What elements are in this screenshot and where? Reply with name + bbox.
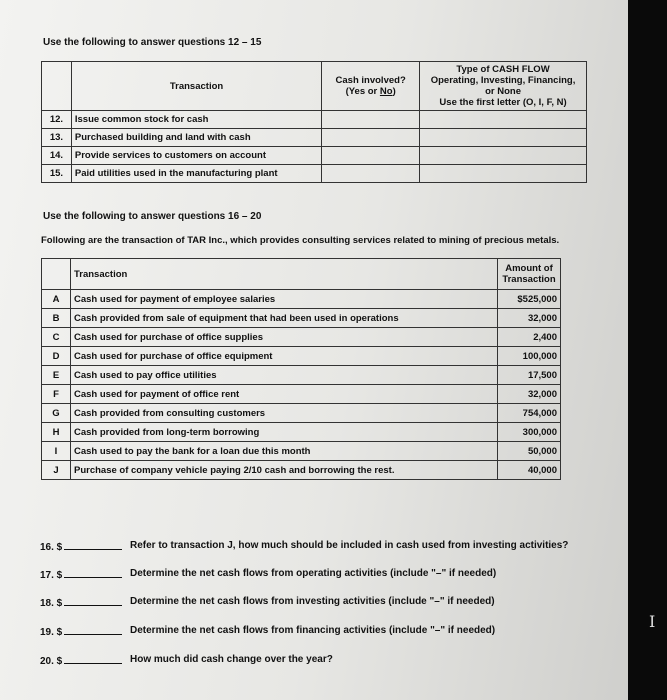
table-row: 14. Provide services to customers on account bbox=[42, 147, 587, 165]
table-row: G Cash provided from consulting customers 754,000 bbox=[42, 404, 561, 423]
table-row: B Cash provided from sale of equipment that had been used in operations 32,000 bbox=[42, 309, 561, 328]
table-row: J Purchase of company vehicle paying 2/10 cash and borrowing the rest. 40,000 bbox=[42, 461, 561, 480]
section1-heading: Use the following to answer questions 12 – 15 bbox=[43, 37, 262, 48]
cash-involved-answer-cell[interactable] bbox=[322, 129, 420, 147]
tar-transactions-table bbox=[41, 258, 561, 480]
cash-involved-answer-cell[interactable] bbox=[322, 165, 420, 183]
cash-flow-type-header: Type of CASH FLOW Operating, Investing, Financing, or None Use the first letter (O, I, F, N) bbox=[420, 62, 587, 111]
table-row: D Cash used for purchase of office equipment 100,000 bbox=[42, 347, 561, 366]
question-17: 17. $ Determine the net cash flows from operating activities (include "–" if needed) bbox=[40, 568, 497, 581]
num-header bbox=[42, 62, 72, 111]
table-row: A Cash used for payment of employee salaries $525,000 bbox=[42, 290, 561, 309]
section2-heading: Use the following to answer questions 16 – 20 bbox=[43, 211, 262, 222]
table-row: F Cash used for payment of office rent 32,000 bbox=[42, 385, 561, 404]
cash-flow-type-answer-cell[interactable] bbox=[420, 129, 587, 147]
question-18: 18. $ Determine the net cash flows from investing activities (include "–" if needed) bbox=[40, 596, 495, 609]
question-20: 20. $ How much did cash change over the year? bbox=[40, 654, 333, 667]
table-row: I Cash used to pay the bank for a loan due this month 50,000 bbox=[42, 442, 561, 461]
table-row: 15. Paid utilities used in the manufacturing plant bbox=[42, 165, 587, 183]
table-row: C Cash used for purchase of office supplies 2,400 bbox=[42, 328, 561, 347]
cash-involved-answer-cell[interactable] bbox=[322, 111, 420, 129]
answer-blank-18[interactable] bbox=[64, 596, 122, 606]
answer-blank-17[interactable] bbox=[64, 568, 122, 578]
answer-blank-20[interactable] bbox=[64, 654, 122, 664]
cash-involved-answer-cell[interactable] bbox=[322, 147, 420, 165]
table-row: 13. Purchased building and land with cash bbox=[42, 129, 587, 147]
table-row: E Cash used to pay office utilities 17,500 bbox=[42, 366, 561, 385]
question-19: 19. $ Determine the net cash flows from financing activities (include "–" if needed) bbox=[40, 625, 496, 638]
table-row: 12. Issue common stock for cash bbox=[42, 111, 587, 129]
transaction-header: Transaction bbox=[71, 62, 321, 111]
answer-blank-16[interactable] bbox=[64, 540, 122, 550]
section2-intro: Following are the transaction of TAR Inc., which provides consulting services related to mining of precious metals. bbox=[41, 235, 560, 246]
cash-flow-type-answer-cell[interactable] bbox=[420, 165, 587, 183]
cash-flow-classification-table bbox=[41, 61, 587, 183]
answer-blank-19[interactable] bbox=[64, 625, 122, 635]
amount-header: Amount of Transaction bbox=[498, 259, 561, 290]
text-cursor-icon: I bbox=[649, 612, 656, 631]
table-header-row bbox=[42, 62, 587, 111]
cash-flow-type-answer-cell[interactable] bbox=[420, 111, 587, 129]
letter-header bbox=[42, 259, 71, 290]
transaction-header: Transaction bbox=[71, 259, 498, 290]
question-16: 16. $ Refer to transaction J, how much should be included in cash used from investing activities? bbox=[40, 540, 569, 553]
cash-flow-type-answer-cell[interactable] bbox=[420, 147, 587, 165]
table-row: H Cash provided from long-term borrowing 300,000 bbox=[42, 423, 561, 442]
cash-involved-header: Cash involved? (Yes or No) bbox=[322, 62, 420, 111]
table-header-row bbox=[42, 259, 561, 290]
